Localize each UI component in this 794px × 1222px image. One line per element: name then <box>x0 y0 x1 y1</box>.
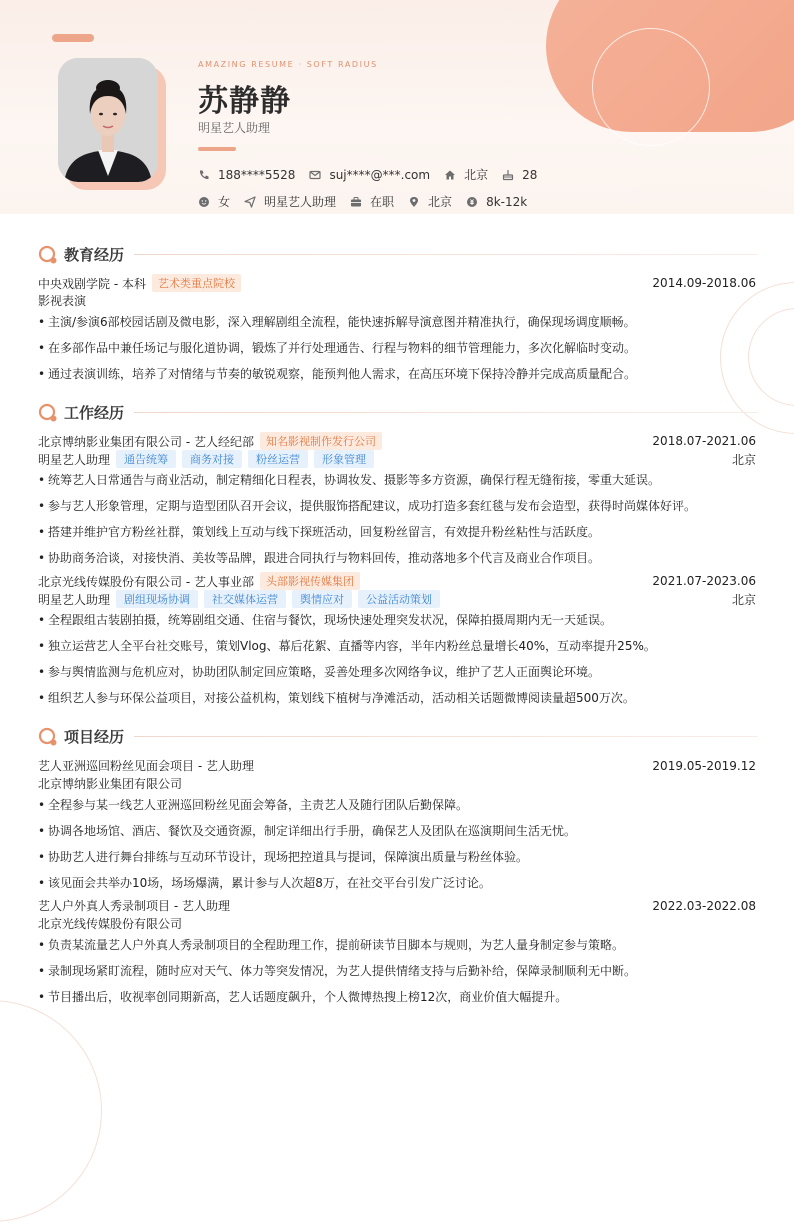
details-row <box>198 193 541 210</box>
project-org: 北京博纳影业集团有限公司 <box>38 777 183 791</box>
skill-tag: 粉丝运营 <box>248 450 308 468</box>
send-icon <box>244 196 256 208</box>
location-pin-icon <box>408 196 420 208</box>
status-text: 在职 <box>370 195 395 209</box>
project-bullet: • 协调各地场馆、酒店、餐饮及交通资源，制定详细出行手册，确保艺人及团队在巡演期间生活无忧。 <box>38 822 756 839</box>
salary-item <box>466 195 527 209</box>
section-work-heading <box>38 402 758 423</box>
phone-icon <box>198 169 210 181</box>
project-org-row <box>38 775 756 792</box>
section-q-icon <box>38 727 58 747</box>
education-bullet: • 通过表演训练，培养了对情绪与节奏的敏锐观察，能预判他人需求，在高压环境下保持冷静并完成高质量配合。 <box>38 365 756 382</box>
education-major-row <box>38 292 756 309</box>
coin-icon <box>466 196 478 208</box>
age-item <box>502 168 537 182</box>
school-tag: 艺术类重点院校 <box>152 274 241 292</box>
job-bullet: • 搭建并维护官方粉丝社群，策划线上互动与线下探班活动，回复粉丝留言，有效提升粉丝粘性与活跃度。 <box>38 523 756 540</box>
company-tag: 头部影视传媒集团 <box>260 572 360 590</box>
accent-bar <box>52 34 94 42</box>
education-bullet: • 在多部作品中兼任场记与服化道协调，锻炼了并行处理通告、行程与物料的细节管理能力，多次化解临时变动。 <box>38 339 756 356</box>
job-bullet: • 统筹艺人日常通告与商业活动，制定精细化日程表，协调妆发、摄影等多方资源，确保行程无缝衔接，零重大延误。 <box>38 471 756 488</box>
gender-text: 女 <box>218 195 231 209</box>
job-bullet: • 协助商务洽谈，对接快消、美妆等品牌，跟进合同执行与物料回传，推动落地多个代言及商业合作项目。 <box>38 549 756 566</box>
portrait-illustration <box>58 58 158 182</box>
skill-tag: 通告统筹 <box>116 450 176 468</box>
section-divider <box>134 736 758 737</box>
city-text: 北京 <box>464 168 489 182</box>
skill-tag: 形象管理 <box>314 450 374 468</box>
job-period: 2018.07-2021.06 <box>652 434 756 448</box>
job-city: 北京 <box>731 592 756 607</box>
face-icon <box>198 196 210 208</box>
job-bullet: • 全程跟组古装剧拍摄，统筹剧组交通、住宿与餐饮，现场快速处理突发状况，保障拍摄周期内无一天延误。 <box>38 611 756 628</box>
education-bullet: • 主演/参演6部校园话剧及微电影，深入理解剧组全流程，能快速拆解导演意图并精准执行，确保现场调度顺畅。 <box>38 313 756 330</box>
project-bullet: • 节目播出后，收视率创同期新高，艺人话题度飙升，个人微博热搜上榜12次，商业价值大幅提升。 <box>38 988 756 1005</box>
major: 影视表演 <box>38 294 87 308</box>
section-divider <box>134 254 758 255</box>
home-icon <box>444 169 456 181</box>
section-title: 项目经历 <box>64 728 125 746</box>
job-bullet: • 组织艺人参与环保公益项目，对接公益机构，策划线下植树与净滩活动，活动相关话题微博阅读量超500万次。 <box>38 689 756 706</box>
job-bullet: • 独立运营艺人全平台社交账号，策划Vlog、幕后花絮、直播等内容，半年内粉丝总量增长40%，互动率提升25%。 <box>38 637 756 654</box>
phone-item <box>198 168 295 182</box>
job-city: 北京 <box>731 452 756 467</box>
title-underline <box>198 147 236 151</box>
job-company-row <box>38 432 756 450</box>
project-bullet: • 负责某流量艺人户外真人秀录制项目的全程助理工作，提前研读节目脚本与规则，为艺人量身制定参与策略。 <box>38 936 756 953</box>
section-projects-heading <box>38 726 758 747</box>
project-name: 艺人亚洲巡回粉丝见面会项目 - 艺人助理 <box>38 759 254 773</box>
project-bullet: • 协助艺人进行舞台排练与互动环节设计，现场把控道具与提词，保障演出质量与粉丝体验。 <box>38 848 756 865</box>
target-city-item <box>408 193 452 210</box>
section-title: 教育经历 <box>64 246 125 264</box>
project-org-row <box>38 915 756 932</box>
school-name: 中央戏剧学院 - 本科 <box>38 276 146 291</box>
project-name-row <box>38 757 756 774</box>
project-bullet: • 该见面会共举办10场，场场爆满，累计参与人次超8万，在社交平台引发广泛讨论。 <box>38 874 756 891</box>
project-name: 艺人户外真人秀录制项目 - 艺人助理 <box>38 899 230 913</box>
decorative-ring <box>592 28 710 146</box>
section-q-icon <box>38 403 58 423</box>
skill-tag: 社交媒体运营 <box>204 590 286 608</box>
job-role-row <box>38 450 756 468</box>
phone-text: 188****5528 <box>218 167 296 182</box>
job-role: 明星艺人助理 <box>38 452 111 467</box>
status-item <box>350 193 394 210</box>
job-period: 2021.07-2023.06 <box>652 574 756 588</box>
section-divider <box>134 412 758 413</box>
mail-icon <box>309 169 321 181</box>
cake-icon <box>502 169 514 181</box>
contact-row <box>198 166 551 183</box>
resume-header <box>0 0 794 214</box>
gender-item <box>198 193 230 210</box>
project-org: 北京光线传媒股份有限公司 <box>38 917 183 931</box>
candidate-title: 明星艺人助理 <box>198 121 271 135</box>
project-bullet: • 录制现场紧盯流程，随时应对天气、体力等突发情况，为艺人提供情绪支持与后勤补给，保障录制顺利无中断。 <box>38 962 756 979</box>
job-role-row <box>38 590 756 608</box>
project-period: 2022.03-2022.08 <box>652 898 756 913</box>
target-position-item <box>244 193 336 210</box>
candidate-name: 苏静静 <box>198 84 291 119</box>
job-bullet: • 参与艺人形象管理，定期与造型团队召开会议，提供服饰搭配建议，成功打造多套红毯与发布会造型，获得时尚媒体好评。 <box>38 497 756 514</box>
tagline: AMAZING RESUME · SOFT RADIUS <box>198 60 378 69</box>
section-q-icon <box>38 245 58 265</box>
project-period: 2019.05-2019.12 <box>652 758 756 773</box>
salary-text: 8k-12k <box>486 194 528 209</box>
job-bullet: • 参与舆情监测与危机应对，协助团队制定回应策略，妥善处理多次网络争议，维护了艺人正面舆论环境。 <box>38 663 756 680</box>
education-row <box>38 274 756 292</box>
project-name-row <box>38 897 756 914</box>
age-text: 28 <box>522 167 538 182</box>
decorative-circle-bottom <box>0 1000 102 1222</box>
education-period: 2014.09-2018.06 <box>652 276 756 290</box>
target-city-text: 北京 <box>428 195 453 209</box>
job-company-row <box>38 572 756 590</box>
company-tag: 知名影视制作发行公司 <box>260 432 382 450</box>
briefcase-icon <box>350 196 362 208</box>
section-education-heading <box>38 244 758 265</box>
section-title: 工作经历 <box>64 404 125 422</box>
avatar <box>58 58 158 182</box>
job-company: 北京博纳影业集团有限公司 - 艺人经纪部 <box>38 434 254 449</box>
skill-tag: 商务对接 <box>182 450 242 468</box>
skill-tag: 公益活动策划 <box>358 590 440 608</box>
city-item <box>444 166 488 183</box>
email-text: suj****@***.com <box>329 167 431 182</box>
job-role: 明星艺人助理 <box>38 592 111 607</box>
project-bullet: • 全程参与某一线艺人亚洲巡回粉丝见面会筹备，主责艺人及随行团队后勤保障。 <box>38 796 756 813</box>
job-company: 北京光线传媒股份有限公司 - 艺人事业部 <box>38 574 254 589</box>
skill-tag: 舆情应对 <box>292 590 352 608</box>
target-position-text: 明星艺人助理 <box>264 195 337 209</box>
skill-tag: 剧组现场协调 <box>116 590 198 608</box>
email-item <box>309 168 430 182</box>
